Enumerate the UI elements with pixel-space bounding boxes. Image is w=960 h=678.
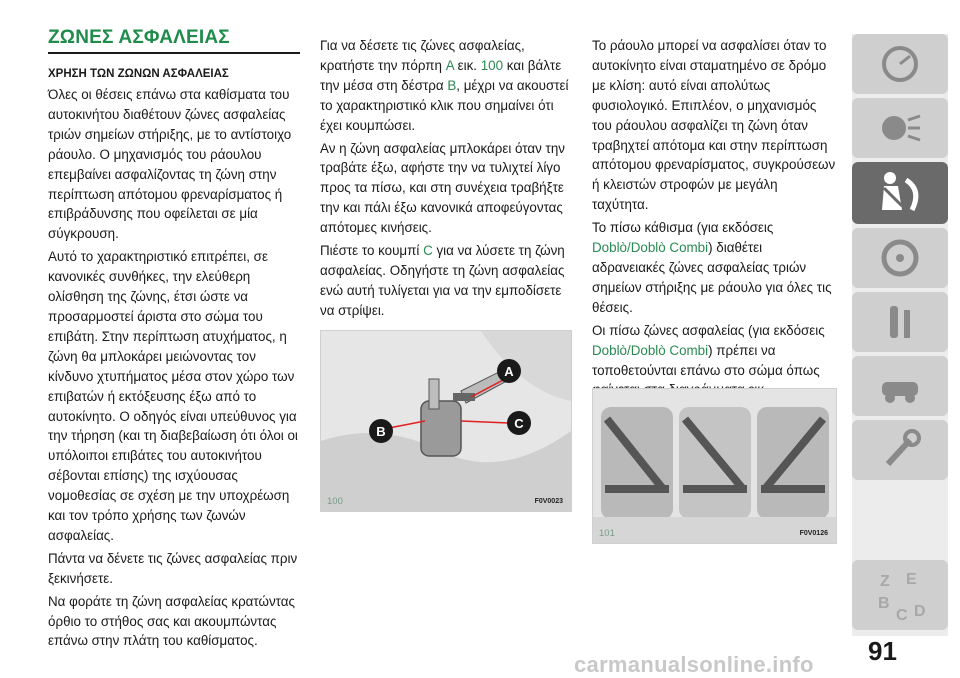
text-run: ) πρέπει να τοποθετούνται επάνω στο σώμα όπως [592, 342, 820, 378]
right-column [592, 36, 837, 420]
text-run: Για να δέσετε τις ζώνες ασφαλείας, κρατήστε την πόρπη [320, 38, 525, 73]
figure-code: F0V0023 [534, 498, 563, 505]
lamp-icon [876, 106, 924, 150]
figure-101 [592, 388, 837, 544]
model-name: Doblò/Doblò Combi [592, 342, 709, 358]
svg-text:E: E [906, 571, 917, 588]
car-service-icon [876, 364, 924, 408]
watermark-text: carmanualsonline.info [574, 652, 814, 677]
tab-safety[interactable] [852, 162, 948, 224]
tab-index[interactable] [852, 560, 948, 630]
figure-number: 100 [327, 496, 343, 507]
tab-driving[interactable] [852, 228, 948, 288]
wrench-icon [876, 428, 924, 472]
paragraph-release [320, 241, 575, 321]
paragraph-1: Όλες οι θέσεις επάνω στα καθίσματα του αυτοκινήτου διαθέτουν ζώνες ασφαλείας τριών σημείων στήριξης, με το αντίστοιχο ράουλο. Ο μηχανισμός του ράουλου επεμβαίνει ασφαλίζοντας τη ζώνη στην περίπτωση απότομου φρεναρίσματος ή επιβράδυνσης που οφείλεται σε μία σύγκρουση. [48, 87, 292, 242]
label-b-ref: B [447, 77, 457, 93]
figure-100 [320, 330, 572, 512]
middle-column [320, 36, 575, 346]
rear-seat-belts-illustration [593, 389, 836, 543]
text-run: Πιέστε το κουμπί [320, 243, 424, 259]
tab-maintenance[interactable] [852, 356, 948, 416]
page-number: 91 [868, 636, 897, 666]
paragraph-retractor: Το ράουλο μπορεί να ασφαλίσει όταν το αυτοκίνητο είναι σταματημένο σε δρόμο με κλίση: αυτό είναι απολύτως φυσιολογικό. Επιπλέον, ο μηχανισμός του ράουλου ασφαλίζει τη ζώνη όταν τραβηχτεί απότομα και στην περίπτωση απότομου φρεναρίσματος, συγκρούσεων ή κλειστών στροφών με μεγάλη ταχύτητα. [592, 38, 836, 213]
dashboard-icon [876, 42, 924, 86]
label-a-ref: A [445, 57, 454, 73]
figure-label-a: A [504, 364, 514, 379]
model-name: Doblò/Doblò Combi [592, 240, 709, 256]
figure-ref-100[interactable]: 100 [480, 57, 504, 73]
text-run: για να λύσετε τη ζώνη ασφαλείας. Οδηγήστε τη ζώνη ασφαλείας ενώ αυτή τυλίγεται για να την εμποδίσετε να στρίψει. [320, 243, 565, 318]
svg-text:D: D [914, 603, 926, 620]
text-run: ) διαθέτει αδρανειακές ζώνες ασφαλείας τριών σημείων στήριξης με ράουλο για όλες τις θέσεις. [592, 240, 832, 315]
text-run: , μέχρι να ακουστεί το χαρακτηριστικό κλικ που σημαίνει ότι έχει κουμπώσει. [320, 77, 569, 133]
svg-text:Z: Z [880, 573, 890, 590]
tab-technical[interactable] [852, 420, 948, 480]
figure-code: F0V0126 [799, 530, 828, 537]
seatbelt-buckle-illustration [321, 331, 571, 511]
label-c-ref: C [423, 243, 433, 259]
section-title: ΖΩΝΕΣ ΑΣΦΑΛΕΙΑΣ [48, 27, 230, 48]
section-subtitle: ΧΡΗΣΗ ΤΩΝ ΖΩΝΩΝ ΑΣΦΑΛΕΙΑΣ [48, 68, 229, 80]
svg-text:C: C [896, 607, 908, 624]
tab-dashboard[interactable] [852, 34, 948, 94]
figure-label-c: C [514, 416, 524, 431]
paragraph-fasten [320, 36, 575, 136]
paragraph-4: Να φοράτε τη ζώνη ασφαλείας κρατώντας όρθιο το στήθος σας και ακουμπώντας επάνω στην πλάτη του καθίσματος. [48, 593, 295, 649]
figure-label-b: B [376, 424, 386, 439]
paragraph-rear-seat [592, 218, 837, 318]
letters-icon [876, 568, 928, 624]
title-divider [48, 52, 300, 54]
left-column [48, 26, 300, 651]
tab-emergency[interactable] [852, 292, 948, 352]
tab-lights[interactable] [852, 98, 948, 158]
text-run: Το πίσω κάθισμα (για εκδόσεις [592, 220, 774, 236]
paragraph-2: Αυτό το χαρακτηριστικό επιτρέπει, σε κανονικές συνθήκες, την ελεύθερη ολίσθηση της ζώνης, έτσι ώστε να προσαρμοστεί άριστα στο σώμα του επιβάτη. Στην περίπτωση ατυχήματος, η ζώνη θα μπλοκάρει μειώνοντας τον κίνδυνο χτυπήματος μέσα στον χώρο των επιβατών ή εκτόξευσης έξω από το αυτοκίνητο. Ο οδηγός είναι υπεύθυνος για την τήρηση (και τη διαβεβαίωση ότι όλοι οι υπόλοιποι επιβάτες του αυτοκινήτου σέβονται επίσης) της ισχύουσας νομοθεσίας σε σχέση με την υποχρέωση και τον τρόπο χρήσης των ζωνών ασφαλείας. [48, 249, 298, 543]
text-run: εικ. [453, 57, 481, 73]
paragraph-3: Πάντα να δένετε τις ζώνες ασφαλείας πριν ξεκινήσετε. [48, 550, 298, 586]
text-run: Οι πίσω ζώνες ασφαλείας (για εκδόσεις [592, 322, 825, 338]
paragraph-blocked: Αν η ζώνη ασφαλείας μπλοκάρει όταν την τραβάτε έξω, αφήστε την να τυλιχτεί λίγο προς τα πίσω, και στη συνέχεια τραβήξτε την και πάλι έξω κανονικά αποφεύγοντας απότομες κινήσεις. [320, 140, 565, 236]
svg-text:B: B [878, 595, 890, 612]
seatbelt-airbag-icon [876, 170, 928, 216]
steering-wheel-icon [876, 236, 924, 280]
text-run: και βάλτε την μέσα στη δέστρα [320, 57, 562, 93]
tools-icon [876, 300, 924, 344]
figure-number: 101 [599, 528, 615, 539]
